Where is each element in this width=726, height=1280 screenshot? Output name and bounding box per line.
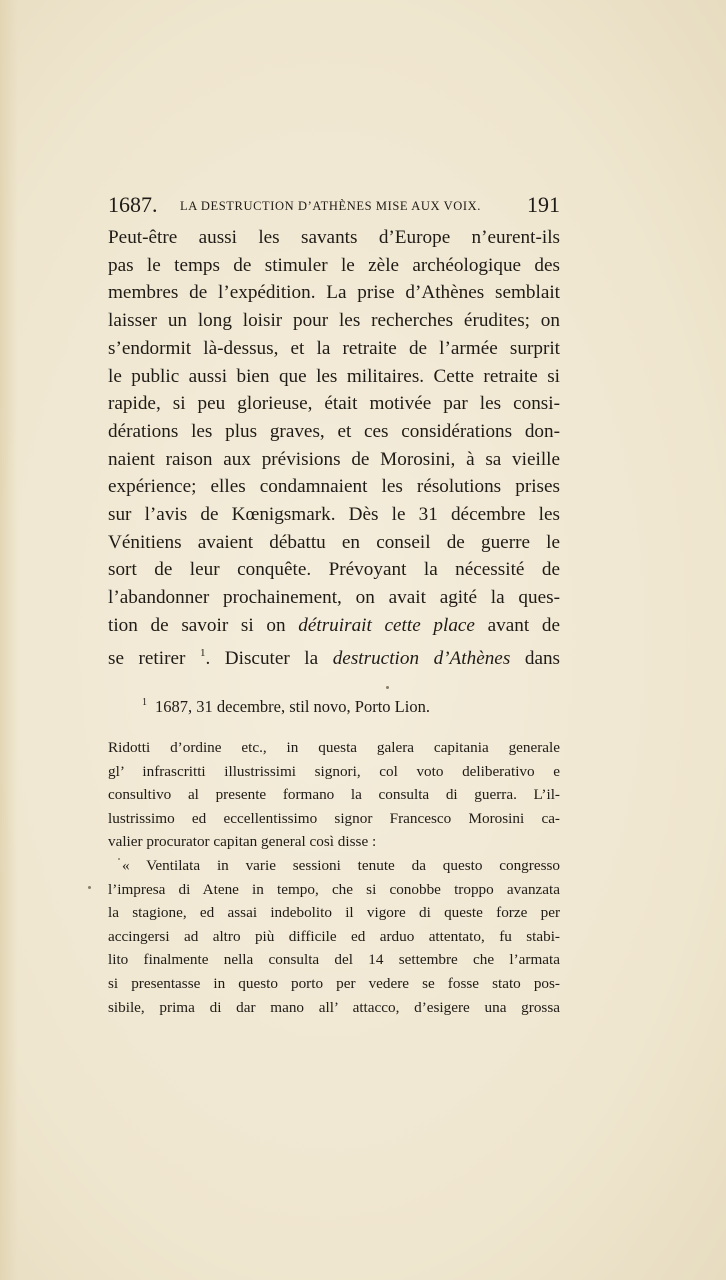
note-line: valier procurator capitan general così disse : bbox=[108, 833, 377, 851]
footnote-reference bbox=[142, 697, 430, 717]
text-line: le public aussi bien que les militaires. Cette retraite si bbox=[108, 365, 560, 387]
note-line: accingersi ad altro più difficile ed arduo attentato, fu stabi- bbox=[108, 927, 560, 945]
footnote-number: 1 bbox=[142, 697, 147, 708]
italic-phrase: détruirait cette place bbox=[298, 614, 475, 636]
paper-speck bbox=[118, 858, 120, 860]
header-year: 1687. bbox=[108, 192, 158, 217]
text-segment: . Discuter la bbox=[205, 647, 319, 669]
text-segment: tion de savoir si on bbox=[108, 614, 286, 636]
footnote-marker: 1 bbox=[199, 646, 206, 659]
note-line: lustrissimo ed eccellentissimo signor Francesco Morosini ca- bbox=[108, 809, 560, 827]
text-line: dérations les plus graves, et ces considérations don- bbox=[108, 420, 560, 442]
text-line: l’abandonner prochainement, on avait agité la ques- bbox=[108, 587, 560, 609]
text-line: Peut-être aussi les savants d’Europe n’eurent-ils bbox=[108, 227, 560, 248]
text-line: rapide, si peu glorieuse, était motivée par les consi- bbox=[108, 393, 560, 415]
note-line: gl’ infrascritti illustrissimi signori, col voto deliberativo e bbox=[108, 762, 560, 780]
main-text bbox=[108, 224, 560, 672]
text-line bbox=[108, 612, 560, 640]
note-line: sibile, prima di dar mano all’ attacco, d’esigere una grossa bbox=[108, 998, 560, 1016]
note-line: la stagione, ed assai indebolito il vigore di queste forze per bbox=[108, 904, 560, 922]
text-segment: avant de bbox=[487, 614, 560, 636]
note-line: si presentasse in questo porto per vedere se fosse stato pos- bbox=[108, 974, 560, 992]
note-line: « Ventilata in varie sessioni tenute da questo congresso bbox=[122, 856, 560, 874]
text-line: naient raison aux prévisions de Morosini, à sa vieille bbox=[108, 448, 560, 470]
text-line: sort de leur conquête. Prévoyant la nécessité de bbox=[108, 559, 560, 581]
text-line: Vénitiens avaient débattu en conseil de guerre le bbox=[108, 531, 560, 553]
italic-phrase: destruction d’Athènes bbox=[332, 647, 511, 669]
note-line: lito finalmente nella consulta del 14 settembre che l’armata bbox=[108, 951, 560, 969]
page-edge-shadow bbox=[0, 0, 18, 1280]
text-line: sur l’avis de Kœnigsmark. Dès le 31 décembre les bbox=[108, 504, 560, 526]
text-line: laisser un long loisir pour les recherches érudites; on bbox=[108, 310, 560, 332]
text-line: expérience; elles condamnaient les résolutions prises bbox=[108, 476, 560, 498]
text-segment: dans bbox=[524, 647, 561, 669]
text-segment: se retirer bbox=[108, 647, 186, 669]
text-line: pas le temps de stimuler le zèle archéologique des bbox=[108, 254, 560, 276]
paper-speck bbox=[88, 886, 91, 889]
paper-speck bbox=[386, 686, 389, 689]
footnote-date-place: 1687, 31 decembre, stil novo, Porto Lion. bbox=[155, 697, 430, 716]
header-title: LA DESTRUCTION D’ATHÈNES MISE AUX VOIX. bbox=[180, 199, 481, 213]
note-line: l’impresa di Atene in tempo, che si conobbe troppo avanzata bbox=[108, 880, 560, 898]
note-line: consultivo al presente formano la consulta di guerra. L’il- bbox=[108, 786, 560, 804]
page-number: 191 bbox=[527, 192, 560, 217]
text-line: s’endormit là-dessus, et la retraite de l’armée surprit bbox=[108, 337, 560, 359]
note-line: Ridotti d’ordine etc., in questa galera capitania generale bbox=[108, 739, 560, 756]
footnote-text bbox=[108, 736, 560, 1019]
running-header bbox=[108, 192, 560, 220]
text-line bbox=[108, 640, 560, 673]
text-line: membres de l’expédition. La prise d’Athènes semblait bbox=[108, 282, 560, 304]
